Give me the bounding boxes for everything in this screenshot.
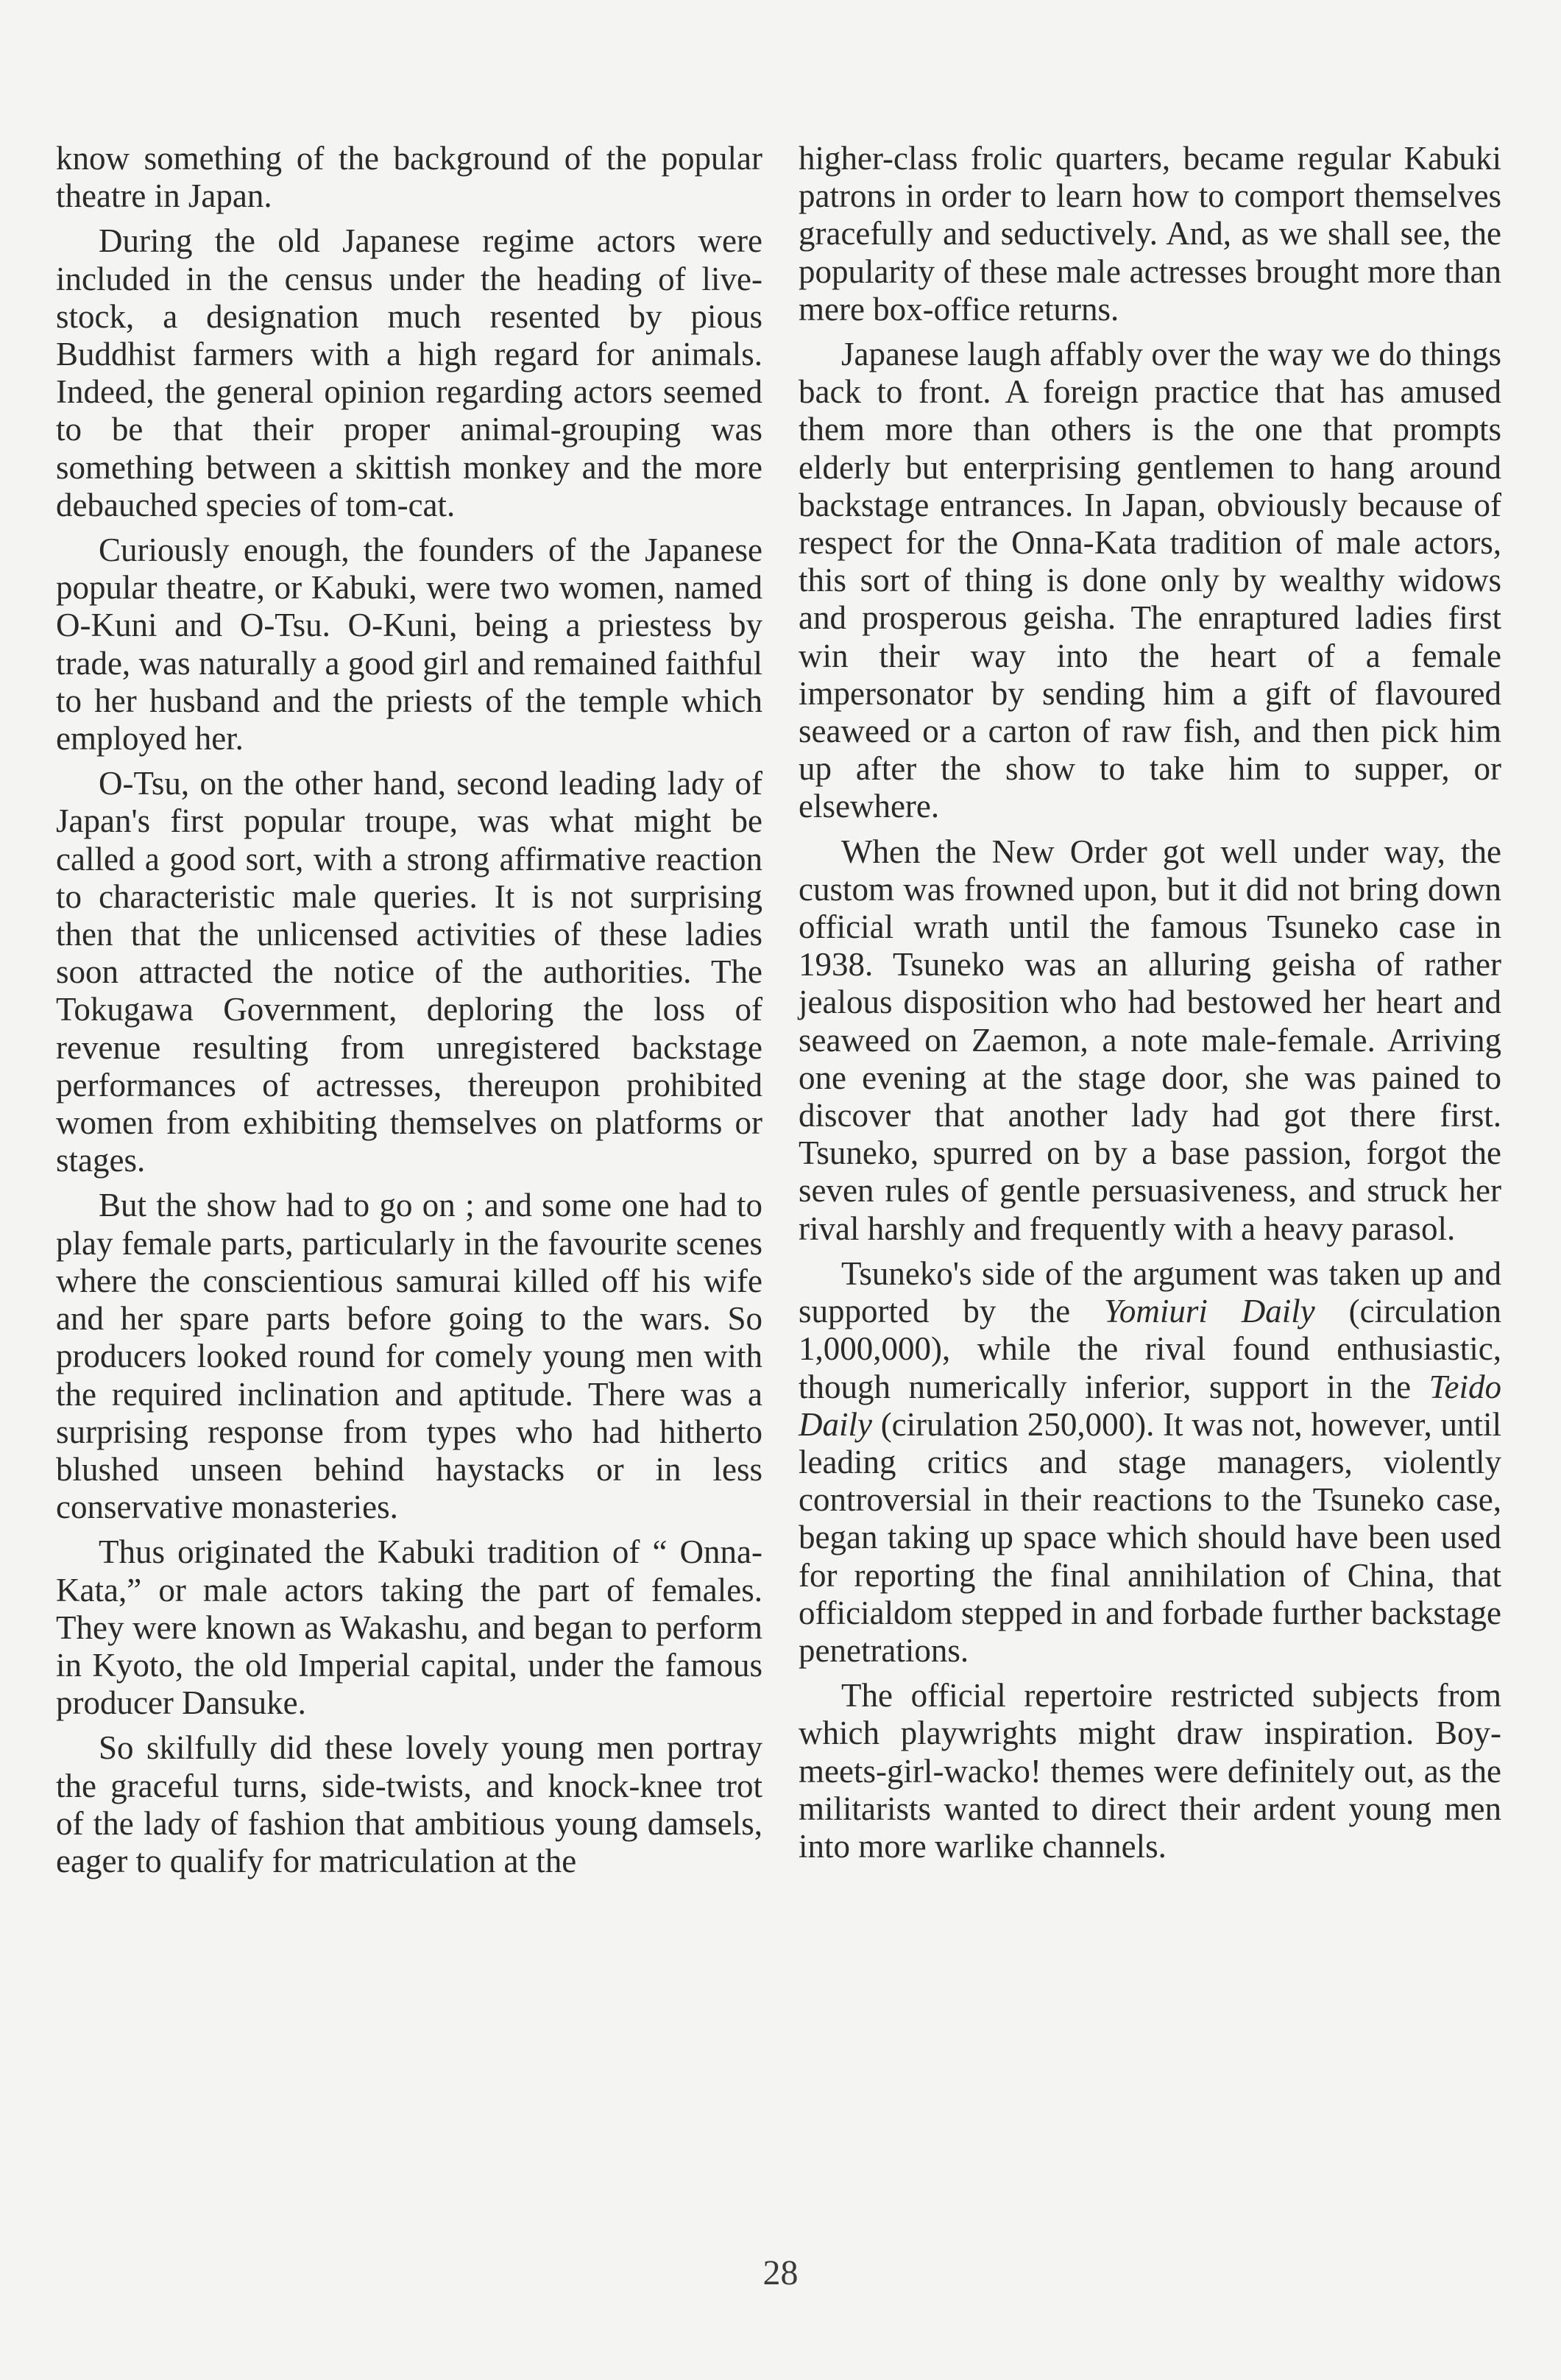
left-column bbox=[56, 140, 762, 1888]
paragraph bbox=[799, 1255, 1501, 1670]
paragraph: During the old Japanese regime actors were included in the census under the heading of live-stock, a designation much resented by pious Buddhist farmers with a high regard for animals. Indeed, the general opinion regarding actors seemed to be that their proper animal-grouping was something between a skittish monkey and the more debauched species of tom-cat. bbox=[56, 222, 762, 523]
paragraph: know something of the background of the popular theatre in Japan. bbox=[56, 140, 762, 215]
paragraph-text: (circulation 1,000,000), while the rival found enthusiastic, though numerically inferior, support in the bbox=[799, 1293, 1501, 1405]
page-number: 28 bbox=[762, 2253, 799, 2292]
paragraph: But the show had to go on ; and some one had to play female parts, particularly in the favourite scenes where the conscientious samurai killed off his wife and her spare parts before going to the wars. So producers looked round for comely young men with the required inclination and aptitude. There was a surprising response from types who had hitherto blushed unseen behind haystacks or in less conservative monasteries. bbox=[56, 1187, 762, 1526]
paragraph-text: (cirulation 250,000). It was not, however, until leading critics and stage managers, violently controversial in their reactions to the Tsuneko case, began taking up space which should have been used for reporting the final annihilation of China, that officialdom stepped in and forbade further backstage penetrations. bbox=[799, 1405, 1501, 1669]
paragraph-text: Tsuneko's side of the argument was taken up and supported by the bbox=[799, 1254, 1501, 1330]
paragraph: So skilfully did these lovely young men portray the graceful turns, side-twists, and knock-knee trot of the lady of fashion that ambitious young damsels, eager to qualify for matriculation at the bbox=[56, 1729, 762, 1879]
paragraph: O-Tsu, on the other hand, second leading lady of Japan's first popular troupe, was what might be called a good sort, with a strong affirmative reaction to characteristic male queries. It is not surprising then that the unlicensed activities of these ladies soon attracted the notice of the authorities. The Tokugawa Government, deploring the loss of revenue resulting from unregistered backstage performances of actresses, thereupon prohibited women from exhibiting themselves on platforms or stages. bbox=[56, 765, 762, 1179]
paragraph: Japanese laugh affably over the way we do things back to front. A foreign practice that has amused them more than others is the one that prompts elderly but enterprising gentlemen to hang around backstage entrances. In Japan, obviously because of respect for the Onna-Kata tradition of male actors, this sort of thing is done only by wealthy widows and prosperous geisha. The enraptured ladies first win their way into the heart of a female impersonator by sending him a gift of flavoured seaweed or a carton of raw fish, and then pick him up after the show to take him to supper, or elsewhere. bbox=[799, 336, 1501, 825]
newspaper-title-yomiuri: Yomiuri Daily bbox=[1104, 1293, 1315, 1330]
paragraph: Thus originated the Kabuki tradition of “ Onna-Kata,” or male actors taking the part of females. They were known as Wakashu, and began to perform in Kyoto, the old Imperial capital, under the famous producer Dansuke. bbox=[56, 1533, 762, 1722]
paragraph: Curiously enough, the founders of the Japanese popular theatre, or Kabuki, were two women, named O-Kuni and O-Tsu. O-Kuni, being a priestess by trade, was naturally a good girl and remained faithful to her husband and the priests of the temple which employed her. bbox=[56, 532, 762, 758]
paragraph: higher-class frolic quarters, became regular Kabuki patrons in order to learn how to comport themselves gracefully and seductively. And, as we shall see, the popularity of these male actresses brought more than mere box-office returns. bbox=[799, 140, 1501, 328]
paragraph: When the New Order got well under way, the custom was frowned upon, but it did not bring down official wrath until the famous Tsuneko case in 1938. Tsuneko was an alluring geisha of rather jealous disposition who had bestowed her heart and seaweed on Zaemon, a note male-female. Arriving one evening at the stage door, she was pained to discover that another lady had got there first. Tsuneko, spurred on by a base passion, forgot the seven rules of gentle persuasiveness, and struck her rival harshly and frequently with a heavy parasol. bbox=[799, 833, 1501, 1247]
right-column bbox=[799, 140, 1501, 1873]
newspaper-title-teido: Teido Daily bbox=[799, 1368, 1501, 1443]
paragraph: The official repertoire restricted subjects from which playwrights might draw inspiration. Boy-meets-girl-wacko! themes were definitely out, as the militarists wanted to direct their ardent young men into more warlike channels. bbox=[799, 1677, 1501, 1865]
